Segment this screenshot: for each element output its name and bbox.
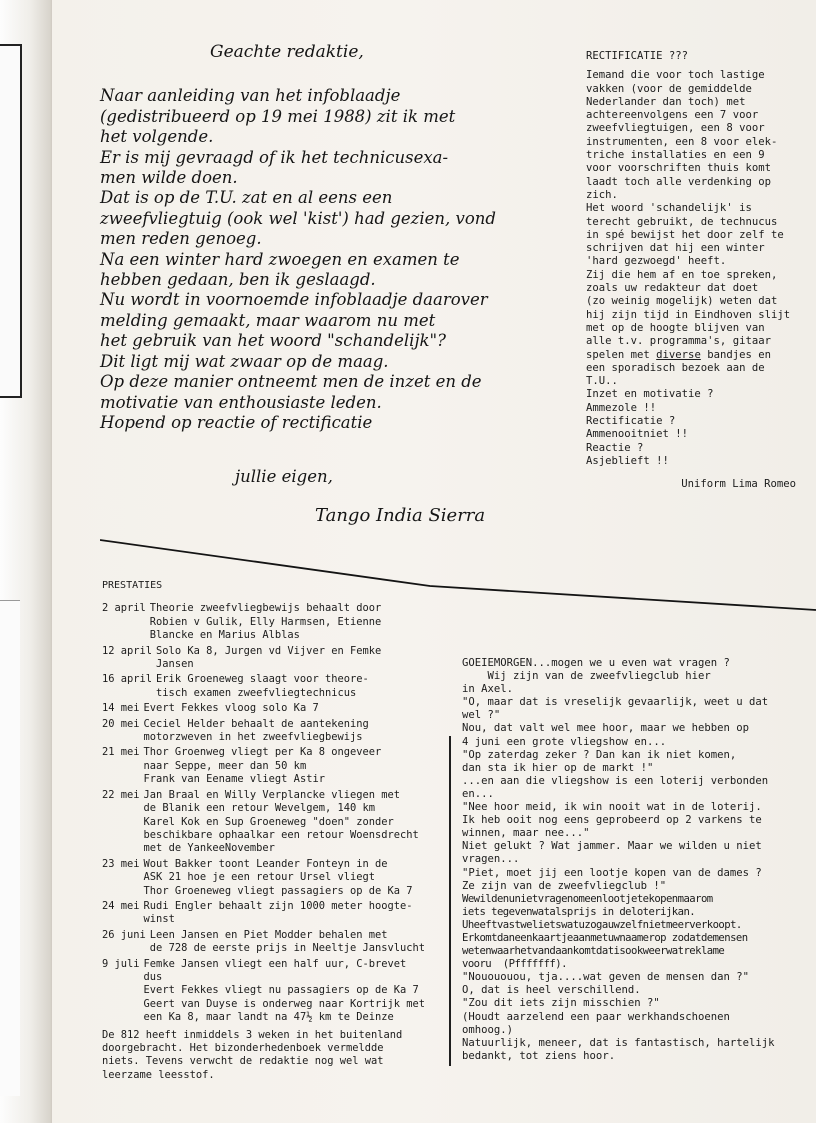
goeiemorgen-column xyxy=(462,657,797,1063)
prestatie-date: 12 april xyxy=(102,644,153,657)
prestaties-heading: PRESTATIES xyxy=(102,580,163,591)
rectificatie-paragraph: Het woord 'schandelijk' is terecht gebruikt, de technucus in spé bewijst het door zelf te schrijven dat hij een winter 'hard gezwoegd' heeft. xyxy=(586,202,784,268)
previous-page-frame xyxy=(0,44,22,398)
prestatie-text: Theorie zweefvliegbewijs behaalt door Robien v Gulik, Elly Harmsen, Etienne Blancke en Marius Alblas xyxy=(149,602,382,642)
letter-line: Naar aanleiding van het infoblaadje xyxy=(100,86,401,106)
rectificatie-underlined-word: diverse xyxy=(656,348,701,361)
goeiemorgen-run-on-text: Wewildenunietvragenomeenlootjetekopenmaarom iets tegevenwatalsprijs in deloterijkan. Uheeftvastwelietswatuzogauwzelfnietmeerverkoopt. Erkomtdaneenkaartjeaanmetuwnaamerop zodatdemensen wetenwaarhetvandaankomtdatisookweerwatreklame vooru (Pfffffff). xyxy=(462,892,748,971)
letter-line: Na een winter hard zwoegen en examen te xyxy=(100,249,460,269)
prestatie-text: Erik Groeneweg slaagt voor theore- tisch examen zweefvliegtechnicus xyxy=(156,673,369,699)
prestatie-text: Leen Jansen en Piet Modder behalen met de 728 de eerste prijs in Neeltje Jansvlucht xyxy=(149,928,426,955)
rectificatie-title: RECTIFICATIE ??? xyxy=(586,50,689,62)
previous-page-lower-panel xyxy=(0,600,20,1096)
rectificatie-text: Zij die hem af en toe spreken, zoals uw redakteur dat doet (zo weinig mogelijk) weten dat hij zijn tijd in Eindhoven slijt met op de hoogte blijven van alle t.v. programma's, gitaar spelen met xyxy=(586,268,791,361)
prestatie-date: 20 mei xyxy=(102,717,140,730)
prestatie-text: Jan Braal en Willy Verplancke vliegen met de Blanik een retour Wevelgem, 140 km Karel Kok en Sup Groeneweg "doen" zonder beschikbare ophaalkar een retour Woensdrecht met de YankeeNovember xyxy=(143,788,419,855)
goeiemorgen-dialogue: "O, maar dat is vreselijk gevaarlijk, weet u dat wel ?" Nou, dat valt wel mee hoor, maar we hebben op 4 juni een grote vliegshow en... "Op zaterdag zeker ? Dan kan ik niet komen, dan sta ik hier op de markt !" ...en aan die vliegshow is een loterij verbonden en... "Nee hoor meid, ik win nooit wat in de loterij. Ik heb ooit nog eens geprobeerd op 2 varkens te winnen, maar nee..." Niet gelukt ? Wat jammer. Maar we wilden u niet vragen... "Piet, moet jij een lootje kopen van de dames ? Ze zijn van de zweefvliegclub !" xyxy=(462,696,769,892)
prestatie-entry xyxy=(102,858,447,898)
prestatie-date: 23 mei xyxy=(102,857,140,870)
goeiemorgen-dialogue: "Nouououou, tja....wat geven de mensen dan ?" O, dat is heel verschillend. "Zou dit iets zijn misschien ?" (Houdt aarzelend een paar werkhandschoenen omhoog.) Natuurlijk, meneer, dat is fantastisch, hartelijk bedankt, tot ziens hoor. xyxy=(462,971,775,1062)
prestatie-text: Evert Fekkes vloog solo Ka 7 xyxy=(143,702,319,715)
prestatie-entry xyxy=(102,602,447,642)
prestatie-text: Femke Jansen vliegt een half uur, C-brevet dus Evert Fekkes vliegt nu passagiers op de Ka 7 Geert van Duyse is onderweg naar Kortrijk met een Ka 8, maar landt na 47½ km te Deinze xyxy=(143,957,426,1024)
letter-line: motivatie van enthousiaste leden. xyxy=(100,392,382,412)
prestatie-entry xyxy=(102,746,447,786)
prestatie-text: Solo Ka 8, Jurgen vd Vijver en Femke Jansen xyxy=(156,644,382,671)
letter-signature: Tango India Sierra xyxy=(315,504,486,526)
prestatie-date: 22 mei xyxy=(102,788,140,801)
prestatie-date: 14 mei xyxy=(102,702,140,715)
letter-body xyxy=(100,86,560,433)
rectificatie-text: bandjes en een sporadisch bezoek aan de T.U.. xyxy=(586,348,771,388)
letter-line: zweefvliegtuig (ook wel 'kist') had gezien, vond xyxy=(100,208,496,228)
prestatie-date: 26 juni xyxy=(102,928,146,941)
prestatie-entry xyxy=(102,718,447,745)
letter-line: men reden genoeg. xyxy=(100,229,262,249)
prestatie-text: Ceciel Helder behaalt de aantekening motorzweven in het zweefvliegbewijs xyxy=(143,717,369,744)
prestatie-date: 21 mei xyxy=(102,746,140,759)
letter-line: het volgende. xyxy=(100,127,214,147)
letter-line: Nu wordt in voornoemde infoblaadje daarover xyxy=(100,290,488,310)
rectificatie-paragraph xyxy=(586,269,796,389)
prestatie-text: Thor Groenweg vliegt per Ka 8 ongeveer naar Seppe, meer dan 50 km Frank van Eename vliegt Astir xyxy=(143,746,382,786)
column-rule xyxy=(449,736,451,1066)
letter-line: men wilde doen. xyxy=(100,168,238,188)
rectificatie-paragraph: Iemand die voor toch lastige vakken (voor de gemiddelde Nederlander dan toch) met achtereenvolgens een 7 voor zweefvliegtuigen, een 8 voor instrumenten, een 8 voor elek- triche installaties en een 9 voor voorschriften thuis komt laadt toch alle verdenking op zich. xyxy=(586,69,778,201)
rectificatie-signature: Uniform Lima Romeo xyxy=(681,478,796,491)
prestatie-date: 16 april xyxy=(102,673,153,686)
letter-line: melding gemaakt, maar waarom nu met xyxy=(100,310,436,330)
prestatie-entry xyxy=(102,929,447,956)
prestatie-entry xyxy=(102,702,447,715)
prestatie-entry xyxy=(102,789,447,856)
letter-line: het gebruik van het woord "schandelijk"? xyxy=(100,331,446,351)
letter-closing: jullie eigen, xyxy=(235,467,333,487)
rectificatie-paragraph: Inzet en motivatie ? Ammezole !! Rectificatie ? Ammenooitniet !! Reactie ? Asjeblieft !! xyxy=(586,388,714,467)
prestatie-date: 9 juli xyxy=(102,957,140,970)
letter-line: Op deze manier ontneemt men de inzet en de xyxy=(100,372,482,392)
prestatie-text: Wout Bakker toont Leander Fonteyn in de ASK 21 hoe je een retour Ursel vliegt Thor Groeneweg vliegt passagiers op de Ka 7 xyxy=(143,857,413,897)
letter-line: Hopend op reactie of rectificatie xyxy=(100,412,373,432)
prestatie-entry xyxy=(102,673,447,700)
letter-line: Dat is op de T.U. zat en al eens een xyxy=(100,188,393,208)
letter-line: (gedistribueerd op 19 mei 1988) zit ik met xyxy=(100,106,456,126)
letter-line: Er is mij gevraagd of ik het technicusexa- xyxy=(100,147,449,167)
prestatie-entry xyxy=(102,900,447,927)
rectificatie-column xyxy=(586,50,796,492)
prestatie-date: 2 april xyxy=(102,602,146,615)
letter-line: hebben gedaan, ben ik geslaagd. xyxy=(100,270,376,290)
letter-line: Dit ligt mij wat zwaar op de maag. xyxy=(100,351,389,371)
prestatie-date: 24 mei xyxy=(102,899,140,912)
prestatie-entry xyxy=(102,958,447,1025)
prestaties-column xyxy=(102,579,447,1082)
goeiemorgen-intro: GOEIEMORGEN...mogen we u even wat vragen ? Wij zijn van de zweefvliegclub hier in Axel. xyxy=(462,657,730,696)
prestatie-text: Rudi Engler behaalt zijn 1000 meter hoogte- winst xyxy=(143,899,413,926)
handwritten-letter xyxy=(100,42,560,526)
prestatie-entry xyxy=(102,645,447,672)
letter-salutation: Geachte redaktie, xyxy=(210,42,364,62)
prestaties-closing: De 812 heeft inmiddels 3 weken in het buitenland doorgebracht. Het bizonderhedenboek vermeldde niets. Tevens verwcht de redaktie nog wel wat leerzame leesstof. xyxy=(102,1028,403,1081)
